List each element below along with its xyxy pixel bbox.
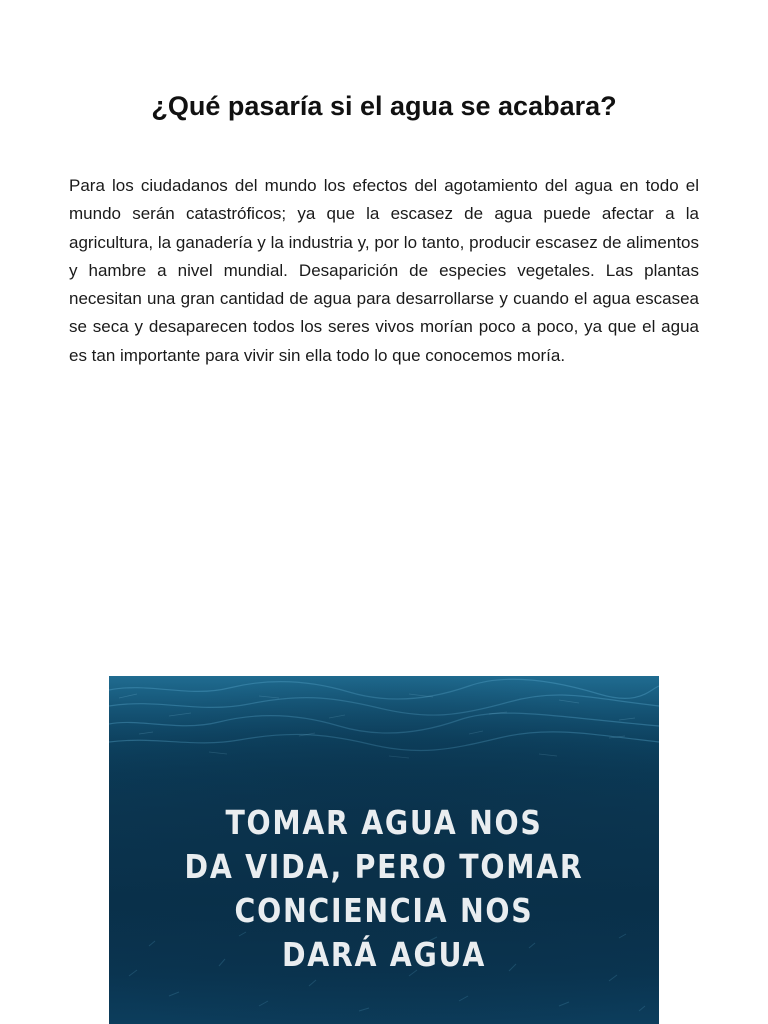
poster-line-3: CONCIENCIA NOS: [234, 891, 534, 930]
poster-line-2: DA VIDA, PERO TOMAR: [184, 847, 584, 886]
water-poster-image: [109, 676, 659, 1024]
page-title: ¿Qué pasaría si el agua se acabara?: [151, 91, 617, 121]
poster-line-4: DARÁ AGUA: [281, 935, 487, 974]
poster-line-1: TOMAR AGUA NOS: [225, 803, 543, 842]
body-paragraph: Para los ciudadanos del mundo los efectos del agotamiento del agua en todo el mundo serán catastróficos; ya que la escasez de agua puede afectar a la agricultura, la ganadería y la industria y, por lo tanto, producir escasez de alimentos y hambre a nivel mundial. Desaparición de especies vegetales. Las plantas necesitan una gran cantidad de agua para desarrollarse y cuando el agua escasea se seca y desaparecen todos los seres vivos morían poco a poco, ya que el agua es tan importante para vivir sin ella todo lo que conocemos moría.: [69, 176, 699, 365]
poster-slogan: [109, 801, 659, 977]
